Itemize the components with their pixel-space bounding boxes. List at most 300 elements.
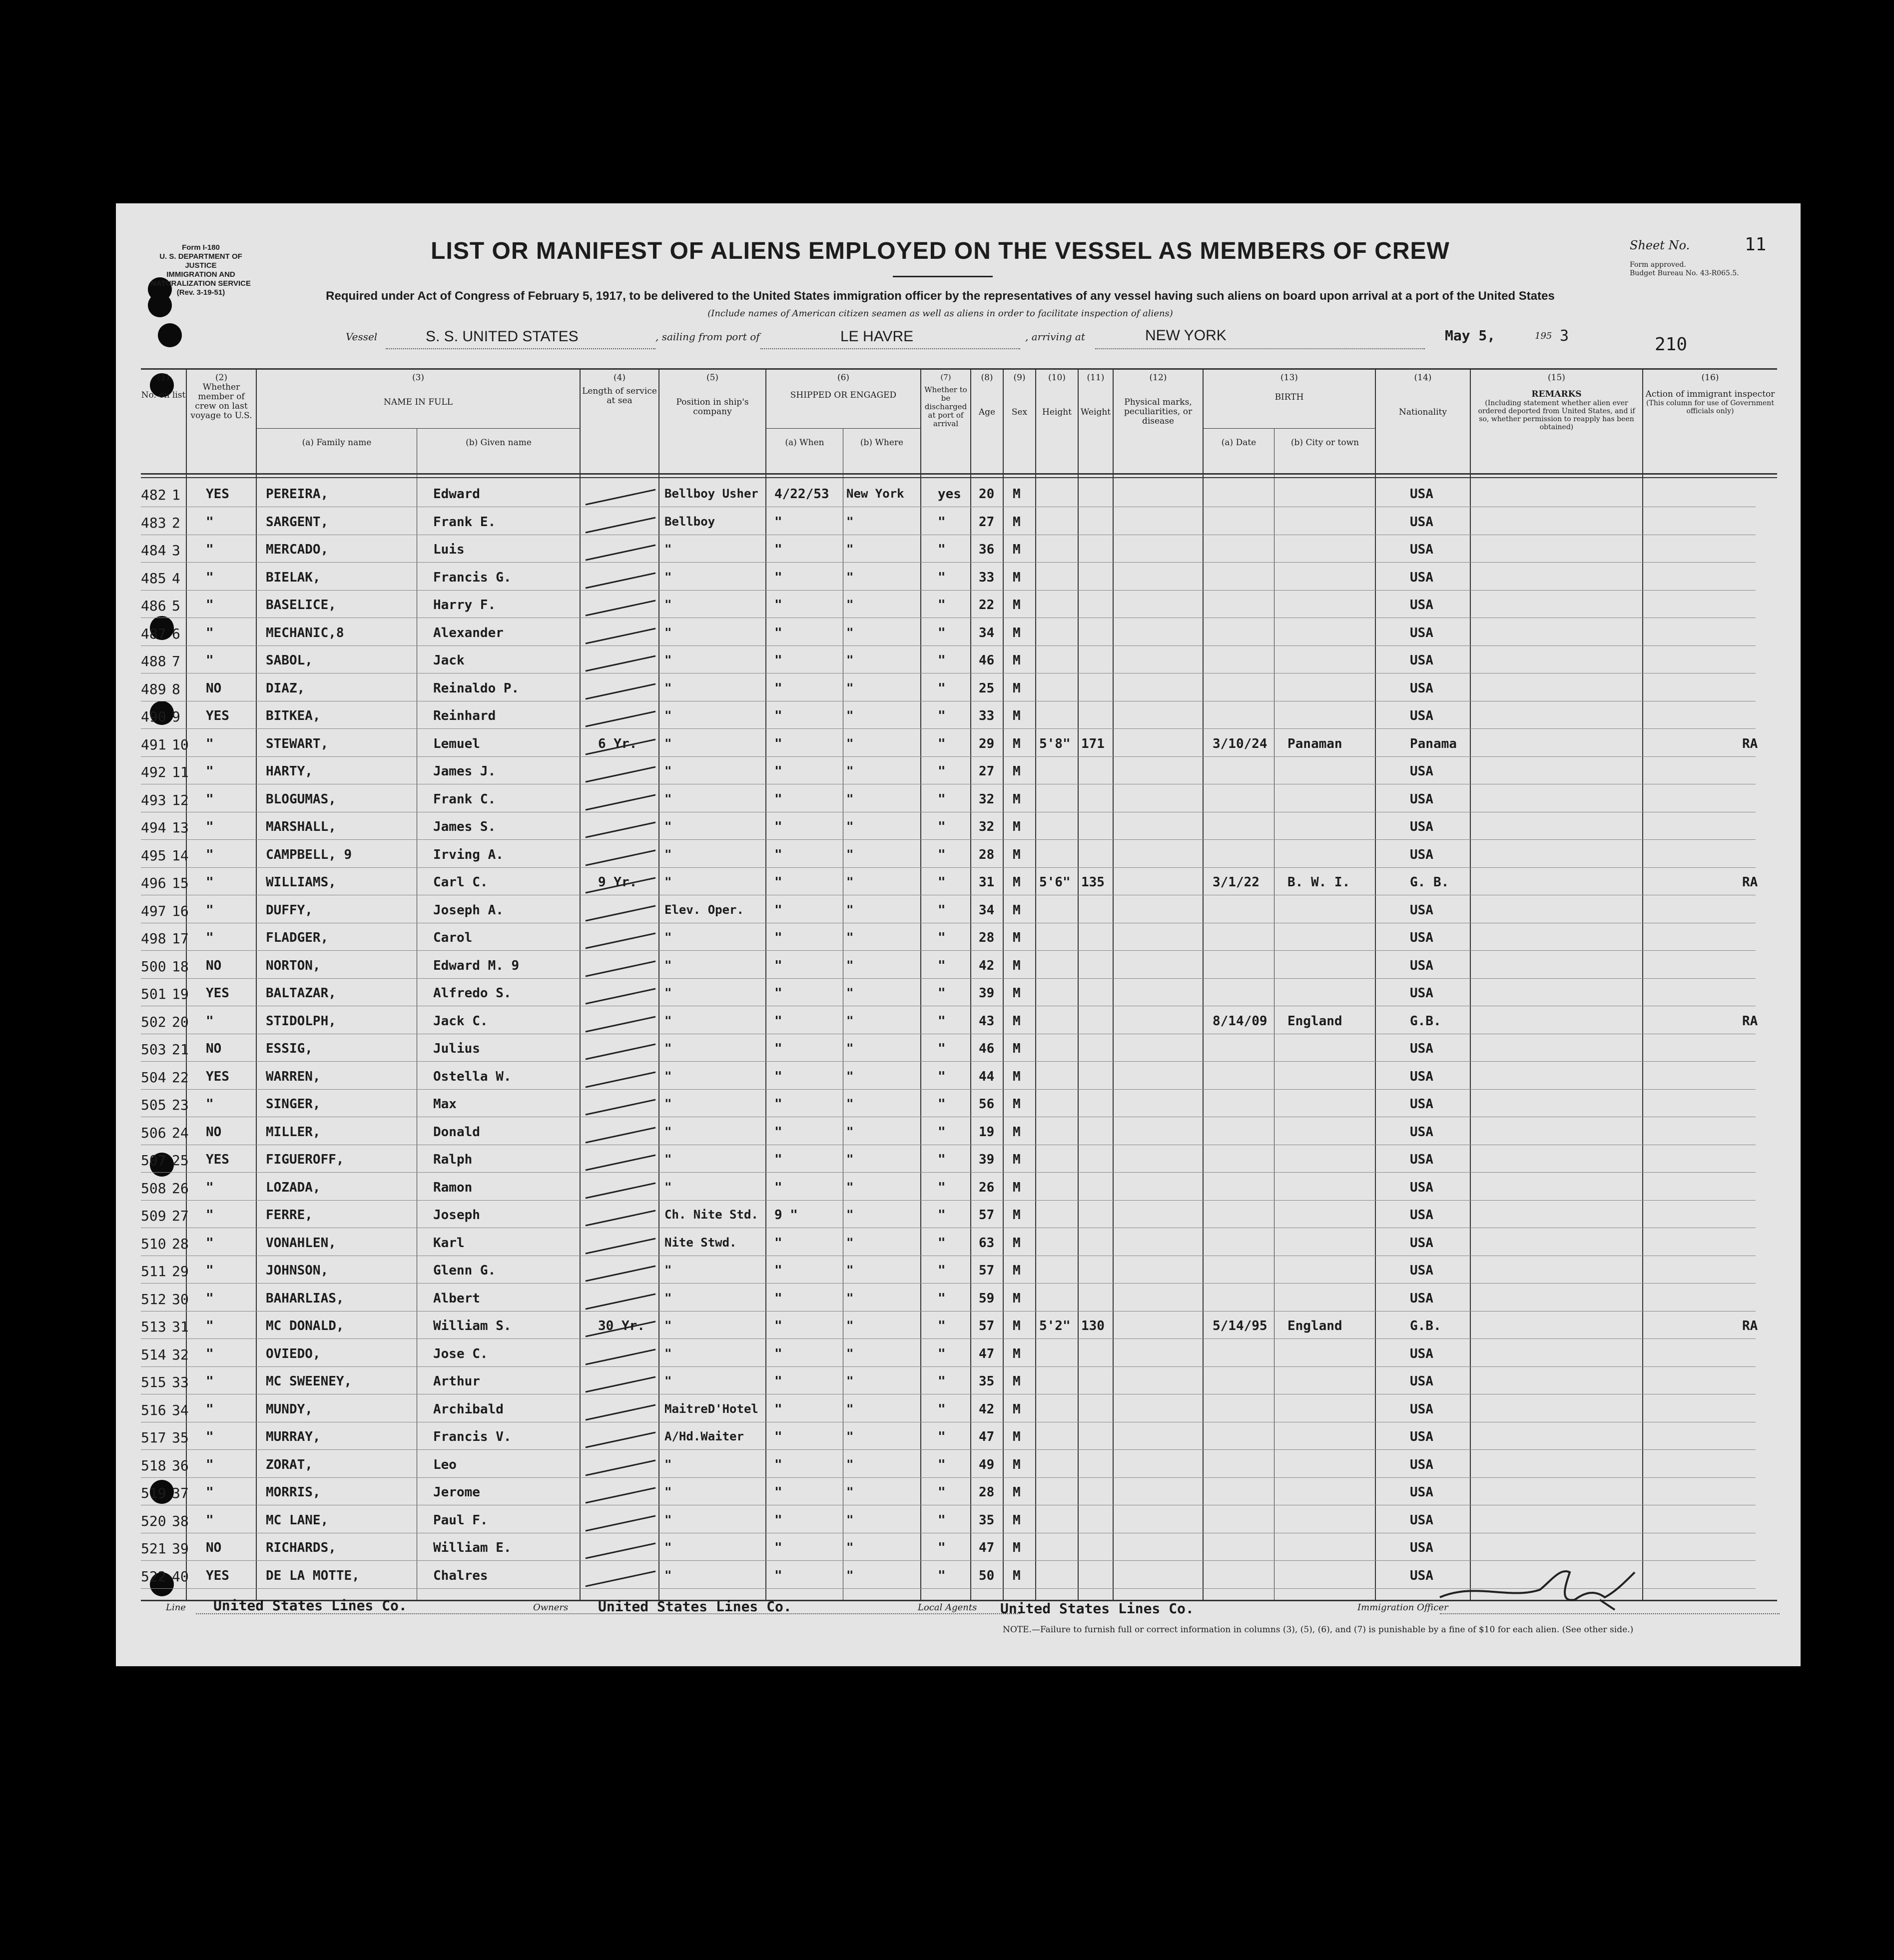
fine-note: NOTE.—Failure to furnish full or correct information in columns (3), (5), (6), and (7) is punishable by a fine of $10 for each alien. (See other side.) <box>1003 1625 1634 1635</box>
sex-cell: M <box>1013 653 1021 668</box>
shipped-when-cell: " <box>774 1263 782 1278</box>
shipped-when-cell: " <box>774 1180 782 1195</box>
sex-cell: M <box>1013 1097 1021 1112</box>
last-voyage-cell: " <box>206 791 214 807</box>
service-check-mark <box>583 1450 658 1478</box>
list-serial: 498 <box>141 930 166 947</box>
family-name-cell: MC SWEENEY, <box>266 1374 352 1389</box>
age-cell: 33 <box>979 708 995 723</box>
given-name-cell: Chalres <box>433 1568 488 1583</box>
shipped-where-cell: " <box>846 1568 854 1582</box>
age-cell: 31 <box>979 875 995 890</box>
service-check-mark <box>583 1422 658 1450</box>
age-cell: 20 <box>979 487 995 502</box>
family-name-cell: ESSIG, <box>266 1041 313 1056</box>
discharged-cell: " <box>938 1069 946 1084</box>
position-cell: " <box>664 1069 672 1083</box>
col-header-list-no: (1) No. on list <box>141 373 186 400</box>
birth-date-cell: 8/14/09 <box>1213 1013 1267 1029</box>
position-cell: " <box>664 1124 672 1139</box>
given-name-cell: Jack C. <box>433 1013 488 1029</box>
age-cell: 47 <box>979 1429 995 1444</box>
list-number: 11 <box>172 764 189 780</box>
service-check-mark <box>583 812 658 840</box>
list-serial: 512 <box>141 1291 166 1307</box>
shipped-when-cell: " <box>774 1041 782 1056</box>
discharged-cell: " <box>938 1124 946 1140</box>
discharged-cell: " <box>938 1457 946 1472</box>
last-voyage-cell: " <box>206 1235 214 1251</box>
list-number: 17 <box>172 930 189 947</box>
given-name-cell: Francis G. <box>433 570 512 585</box>
table-row <box>116 1422 1801 1450</box>
discharged-cell: " <box>938 847 946 862</box>
table-row <box>116 1145 1801 1173</box>
action-cell: RA <box>1742 1013 1758 1029</box>
family-name-cell: MURRAY, <box>266 1429 321 1444</box>
shipped-where-cell: " <box>846 680 854 695</box>
age-cell: 63 <box>979 1235 995 1251</box>
shipped-when-cell: " <box>774 708 782 723</box>
nationality-cell: USA <box>1410 902 1433 918</box>
col-header-name: (3) NAME IN FULL <box>383 373 453 407</box>
age-cell: 57 <box>979 1318 995 1333</box>
list-number: 15 <box>172 875 189 891</box>
list-serial: 487 <box>141 625 166 642</box>
shipped-when-cell: " <box>774 1401 782 1417</box>
sex-cell: M <box>1013 1124 1021 1140</box>
shipped-when-cell: " <box>774 625 782 641</box>
shipped-where-cell: " <box>846 570 854 584</box>
list-number: 33 <box>172 1374 189 1390</box>
nationality-cell: USA <box>1410 1097 1433 1112</box>
shipped-where-cell: " <box>846 1374 854 1388</box>
sex-cell: M <box>1013 1152 1021 1167</box>
position-cell: " <box>664 986 672 1000</box>
sex-cell: M <box>1013 625 1021 641</box>
shipped-where-cell: " <box>846 598 854 612</box>
sex-cell: M <box>1013 598 1021 613</box>
owners-name: United States Lines Co. <box>598 1598 792 1615</box>
service-cell: 6 Yr. <box>598 736 637 751</box>
discharged-cell: " <box>938 930 946 945</box>
sex-cell: M <box>1013 875 1021 890</box>
col-header-last-voyage: (2) Whether member of crew on last voyage to U.S. <box>190 373 252 421</box>
given-name-cell: Paul F. <box>433 1512 488 1528</box>
list-serial: 520 <box>141 1512 166 1529</box>
given-name-cell: Jose C. <box>433 1346 488 1361</box>
sex-cell: M <box>1013 1013 1021 1029</box>
discharged-cell: " <box>938 1152 946 1167</box>
family-name-cell: BASELICE, <box>266 598 336 613</box>
include-note: (Include names of American citizen seamen as well as aliens in order to facilitate inspection of aliens) <box>707 308 1173 319</box>
header-bottom-rule <box>141 473 1777 475</box>
service-check-mark <box>583 1090 658 1117</box>
discharged-cell: " <box>938 1346 946 1361</box>
list-number: 32 <box>172 1346 189 1363</box>
list-number: 24 <box>172 1124 189 1141</box>
table-row <box>116 757 1801 784</box>
given-name-cell: Lemuel <box>433 736 480 751</box>
requirement-text: Required under Act of Congress of February 5, 1917, to be delivered to the United States immigration officer by the representatives of any vessel having such aliens on board upon arrival at a port of the United States <box>326 289 1555 303</box>
discharged-cell: " <box>938 1568 946 1583</box>
age-cell: 19 <box>979 1124 995 1140</box>
position-cell: " <box>664 708 672 722</box>
age-cell: 46 <box>979 653 995 668</box>
last-voyage-cell: YES <box>206 1568 229 1583</box>
shipped-when-cell: " <box>774 1152 782 1167</box>
subheader-rule <box>765 428 920 429</box>
family-name-cell: FERRE, <box>266 1208 313 1223</box>
service-check-mark <box>583 923 658 951</box>
last-voyage-cell: YES <box>206 1152 229 1167</box>
given-name-cell: Frank E. <box>433 514 496 530</box>
table-row <box>116 1395 1801 1422</box>
service-check-mark <box>583 1173 658 1201</box>
given-name-cell: James S. <box>433 819 496 834</box>
shipped-where-cell: " <box>846 542 854 556</box>
service-check-mark <box>583 1395 658 1422</box>
discharged-cell: " <box>938 764 946 779</box>
table-row <box>116 1034 1801 1062</box>
last-voyage-cell: " <box>206 1318 214 1333</box>
shipped-when-cell: " <box>774 930 782 945</box>
family-name-cell: STIDOLPH, <box>266 1013 336 1029</box>
sex-cell: M <box>1013 1374 1021 1389</box>
service-check-mark <box>583 646 658 673</box>
service-check-mark <box>583 840 658 868</box>
nationality-cell: USA <box>1410 570 1433 585</box>
sex-cell: M <box>1013 1568 1021 1583</box>
list-serial: 482 <box>141 487 166 503</box>
position-cell: MaitreD'Hotel <box>664 1401 758 1416</box>
given-name-cell: William S. <box>433 1318 512 1333</box>
discharged-cell: yes <box>938 487 961 502</box>
shipped-when-cell: 9 " <box>774 1208 798 1223</box>
position-cell: Ch. Nite Std. <box>664 1208 758 1222</box>
owners-label: Owners <box>533 1602 569 1613</box>
shipped-when-cell: " <box>774 1013 782 1029</box>
shipped-where-cell: " <box>846 1401 854 1416</box>
age-cell: 42 <box>979 958 995 973</box>
weight-cell: 135 <box>1081 875 1105 890</box>
list-number: 1 <box>172 487 180 503</box>
last-voyage-cell: " <box>206 1485 214 1500</box>
shipped-where-cell: " <box>846 1235 854 1250</box>
family-name-cell: WARREN, <box>266 1069 321 1084</box>
family-name-cell: MARSHALL, <box>266 819 336 834</box>
form-rev: (Rev. 3-19-51) <box>176 288 225 297</box>
title-rule <box>893 276 993 277</box>
nationality-cell: USA <box>1410 1568 1433 1583</box>
family-name-cell: WILLIAMS, <box>266 875 336 890</box>
age-cell: 32 <box>979 791 995 807</box>
age-cell: 35 <box>979 1374 995 1389</box>
list-serial: 510 <box>141 1235 166 1252</box>
nationality-cell: USA <box>1410 1291 1433 1306</box>
list-serial: 488 <box>141 653 166 669</box>
family-name-cell: BAHARLIAS, <box>266 1291 344 1306</box>
age-cell: 57 <box>979 1208 995 1223</box>
age-cell: 47 <box>979 1346 995 1361</box>
given-name-cell: Carl C. <box>433 875 488 890</box>
list-number: 25 <box>172 1152 189 1169</box>
list-number: 29 <box>172 1263 189 1280</box>
sailing-port: LE HAVRE <box>840 328 914 345</box>
list-number: 10 <box>172 736 189 753</box>
table-row <box>116 1506 1801 1533</box>
family-name-cell: ZORAT, <box>266 1457 313 1472</box>
table-row <box>116 812 1801 840</box>
list-number: 39 <box>172 1540 189 1557</box>
service-check-mark <box>583 757 658 784</box>
table-row <box>116 951 1801 979</box>
age-cell: 25 <box>979 680 995 696</box>
position-cell: " <box>664 1041 672 1055</box>
given-name-cell: Joseph A. <box>433 902 504 918</box>
sex-cell: M <box>1013 1401 1021 1417</box>
family-name-cell: MILLER, <box>266 1124 321 1140</box>
list-serial: 492 <box>141 764 166 780</box>
birth-date-cell: 3/1/22 <box>1213 875 1260 890</box>
shipped-when-cell: " <box>774 1318 782 1333</box>
service-check-mark <box>583 1506 658 1533</box>
position-cell: " <box>664 764 672 778</box>
department: U. S. DEPARTMENT OF JUSTICE <box>159 252 242 270</box>
sex-cell: M <box>1013 819 1021 834</box>
shipped-where-cell: " <box>846 1291 854 1305</box>
position-cell: " <box>664 1346 672 1360</box>
service-check-mark <box>583 1311 658 1339</box>
position-cell: " <box>664 847 672 861</box>
family-name-cell: BLOGUMAS, <box>266 791 336 807</box>
list-number: 30 <box>172 1291 189 1307</box>
list-serial: 504 <box>141 1069 166 1086</box>
family-name-cell: DIAZ, <box>266 680 305 696</box>
officer-label: Immigration Officer <box>1357 1602 1448 1613</box>
given-name-cell: Alfredo S. <box>433 986 512 1001</box>
list-serial: 490 <box>141 708 166 725</box>
sex-cell: M <box>1013 736 1021 751</box>
dotted-line <box>196 1613 621 1614</box>
last-voyage-cell: YES <box>206 708 229 723</box>
discharged-cell: " <box>938 902 946 918</box>
age-cell: 42 <box>979 1401 995 1417</box>
age-cell: 50 <box>979 1568 995 1583</box>
given-name-cell: Max <box>433 1097 457 1112</box>
line-name: United States Lines Co. <box>213 1597 407 1614</box>
list-serial: 522 <box>141 1568 166 1585</box>
given-name-cell: Francis V. <box>433 1429 512 1444</box>
last-voyage-cell: " <box>206 653 214 668</box>
list-serial: 513 <box>141 1318 166 1335</box>
discharged-cell: " <box>938 1291 946 1306</box>
list-serial: 515 <box>141 1374 166 1390</box>
shipped-where-cell: " <box>846 875 854 889</box>
service-check-mark <box>583 1062 658 1090</box>
age-cell: 33 <box>979 570 995 585</box>
list-number: 8 <box>172 680 180 697</box>
service-check-mark <box>583 508 658 535</box>
table-row <box>116 646 1801 673</box>
birth-city-cell: England <box>1287 1318 1342 1333</box>
col-header-position: (5) Position in ship's company <box>676 373 749 417</box>
shipped-when-cell: " <box>774 514 782 530</box>
shipped-when-cell: 4/22/53 <box>774 487 829 502</box>
nationality-cell: USA <box>1410 708 1433 723</box>
header-top-rule <box>141 368 1777 370</box>
service-check-mark <box>583 1229 658 1256</box>
nationality-cell: USA <box>1410 598 1433 613</box>
age-cell: 28 <box>979 930 995 945</box>
discharged-cell: " <box>938 1235 946 1251</box>
last-voyage-cell: " <box>206 930 214 945</box>
shipped-where-cell: " <box>846 1041 854 1055</box>
last-voyage-cell: NO <box>206 1540 222 1555</box>
discharged-cell: " <box>938 1013 946 1029</box>
sex-cell: M <box>1013 1318 1021 1333</box>
shipped-where-cell: " <box>846 847 854 861</box>
vessel-name: S. S. UNITED STATES <box>426 328 579 345</box>
age-cell: 26 <box>979 1180 995 1195</box>
table-row <box>116 896 1801 923</box>
sex-cell: M <box>1013 680 1021 696</box>
given-name-cell: Ralph <box>433 1152 473 1167</box>
shipped-where-cell: " <box>846 1263 854 1277</box>
discharged-cell: " <box>938 708 946 723</box>
list-serial: 519 <box>141 1485 166 1501</box>
shipped-when-cell: " <box>774 1374 782 1389</box>
last-voyage-cell: " <box>206 902 214 918</box>
agents-name: United States Lines Co. <box>1000 1600 1194 1617</box>
table-row <box>116 1339 1801 1367</box>
family-name-cell: OVIEDO, <box>266 1346 321 1361</box>
last-voyage-cell: NO <box>206 680 222 696</box>
table-row <box>116 1284 1801 1311</box>
weight-cell: 130 <box>1081 1318 1105 1333</box>
height-cell: 5'6" <box>1039 875 1071 890</box>
col-header-age: (8) Age <box>978 373 996 417</box>
discharged-cell: " <box>938 791 946 807</box>
list-serial: 516 <box>141 1401 166 1418</box>
list-serial: 502 <box>141 1013 166 1030</box>
last-voyage-cell: " <box>206 1097 214 1112</box>
nationality-cell: USA <box>1410 1208 1433 1223</box>
list-serial: 509 <box>141 1208 166 1224</box>
stamp-number: 210 <box>1655 334 1688 355</box>
last-voyage-cell: " <box>206 764 214 779</box>
list-number: 31 <box>172 1318 189 1335</box>
position-cell: " <box>664 958 672 972</box>
nationality-cell: USA <box>1410 1512 1433 1528</box>
list-number: 9 <box>172 708 180 725</box>
position-cell: " <box>664 1318 672 1332</box>
sex-cell: M <box>1013 1069 1021 1084</box>
sex-cell: M <box>1013 847 1021 862</box>
shipped-where-cell: " <box>846 1457 854 1471</box>
col-header-discharged: (7) Whether to be discharged at port of arrival <box>924 373 967 428</box>
dotted-line <box>386 348 655 349</box>
sex-cell: M <box>1013 1429 1021 1444</box>
age-cell: 28 <box>979 847 995 862</box>
sex-cell: M <box>1013 1180 1021 1195</box>
form-approved <box>1630 261 1780 278</box>
age-cell: 34 <box>979 902 995 918</box>
sex-cell: M <box>1013 930 1021 945</box>
shipped-where-cell: " <box>846 1013 854 1028</box>
last-voyage-cell: " <box>206 1346 214 1361</box>
service-check-mark <box>583 1256 658 1284</box>
table-row <box>116 729 1801 757</box>
family-name-cell: SARGENT, <box>266 514 329 530</box>
given-name-cell: Karl <box>433 1235 465 1251</box>
dotted-line <box>576 1613 1020 1614</box>
list-number: 36 <box>172 1457 189 1474</box>
service-check-mark <box>583 535 658 563</box>
shipped-where-cell: " <box>846 1069 854 1083</box>
birth-date-cell: 5/14/95 <box>1213 1318 1267 1333</box>
service-check-mark <box>583 619 658 646</box>
discharged-cell: " <box>938 1485 946 1500</box>
discharged-cell: " <box>938 598 946 613</box>
age-cell: 36 <box>979 542 995 557</box>
position-cell: " <box>664 653 672 667</box>
given-name-cell: Joseph <box>433 1208 480 1223</box>
action-cell: RA <box>1742 875 1758 890</box>
list-serial: 507 <box>141 1152 166 1169</box>
last-voyage-cell: " <box>206 1429 214 1444</box>
approved-line-1: Form approved. <box>1630 261 1686 269</box>
subheader-rule <box>257 428 580 429</box>
given-name-cell: Luis <box>433 542 465 557</box>
shipped-where-cell: " <box>846 958 854 972</box>
sex-cell: M <box>1013 1041 1021 1056</box>
service-check-mark <box>583 1561 658 1589</box>
family-name-cell: MC LANE, <box>266 1512 329 1528</box>
nationality-cell: G.B. <box>1410 1318 1441 1333</box>
sex-cell: M <box>1013 986 1021 1001</box>
table-row <box>116 1062 1801 1090</box>
last-voyage-cell: " <box>206 819 214 834</box>
position-cell: " <box>664 736 672 750</box>
last-voyage-cell: " <box>206 847 214 862</box>
service-check-mark <box>583 896 658 923</box>
last-voyage-cell: YES <box>206 487 229 502</box>
col-header-family-name: (a) Family name <box>302 438 372 448</box>
sex-cell: M <box>1013 1291 1021 1306</box>
list-number: 5 <box>172 598 180 614</box>
last-voyage-cell: " <box>206 736 214 751</box>
table-row <box>116 923 1801 951</box>
last-voyage-cell: " <box>206 1291 214 1306</box>
discharged-cell: " <box>938 819 946 834</box>
list-serial: 508 <box>141 1180 166 1197</box>
col-header-remarks: (15) REMARKS (Including statement whether alien ever ordered deported from United States, and if so, whether permission to reapply has been obtained) <box>1478 373 1635 431</box>
col-header-nationality: (14) Nationality <box>1399 373 1447 417</box>
family-name-cell: DE LA MOTTE, <box>266 1568 360 1583</box>
list-serial: 503 <box>141 1041 166 1058</box>
shipped-when-cell: " <box>774 1429 782 1444</box>
age-cell: 39 <box>979 986 995 1001</box>
header-bottom-rule-2 <box>141 477 1777 478</box>
table-row <box>116 1201 1801 1228</box>
officer-signature <box>1435 1562 1645 1617</box>
height-cell: 5'2" <box>1039 1318 1071 1333</box>
age-cell: 27 <box>979 514 995 530</box>
given-name-cell: Albert <box>433 1291 480 1306</box>
position-cell: " <box>664 570 672 584</box>
sex-cell: M <box>1013 542 1021 557</box>
